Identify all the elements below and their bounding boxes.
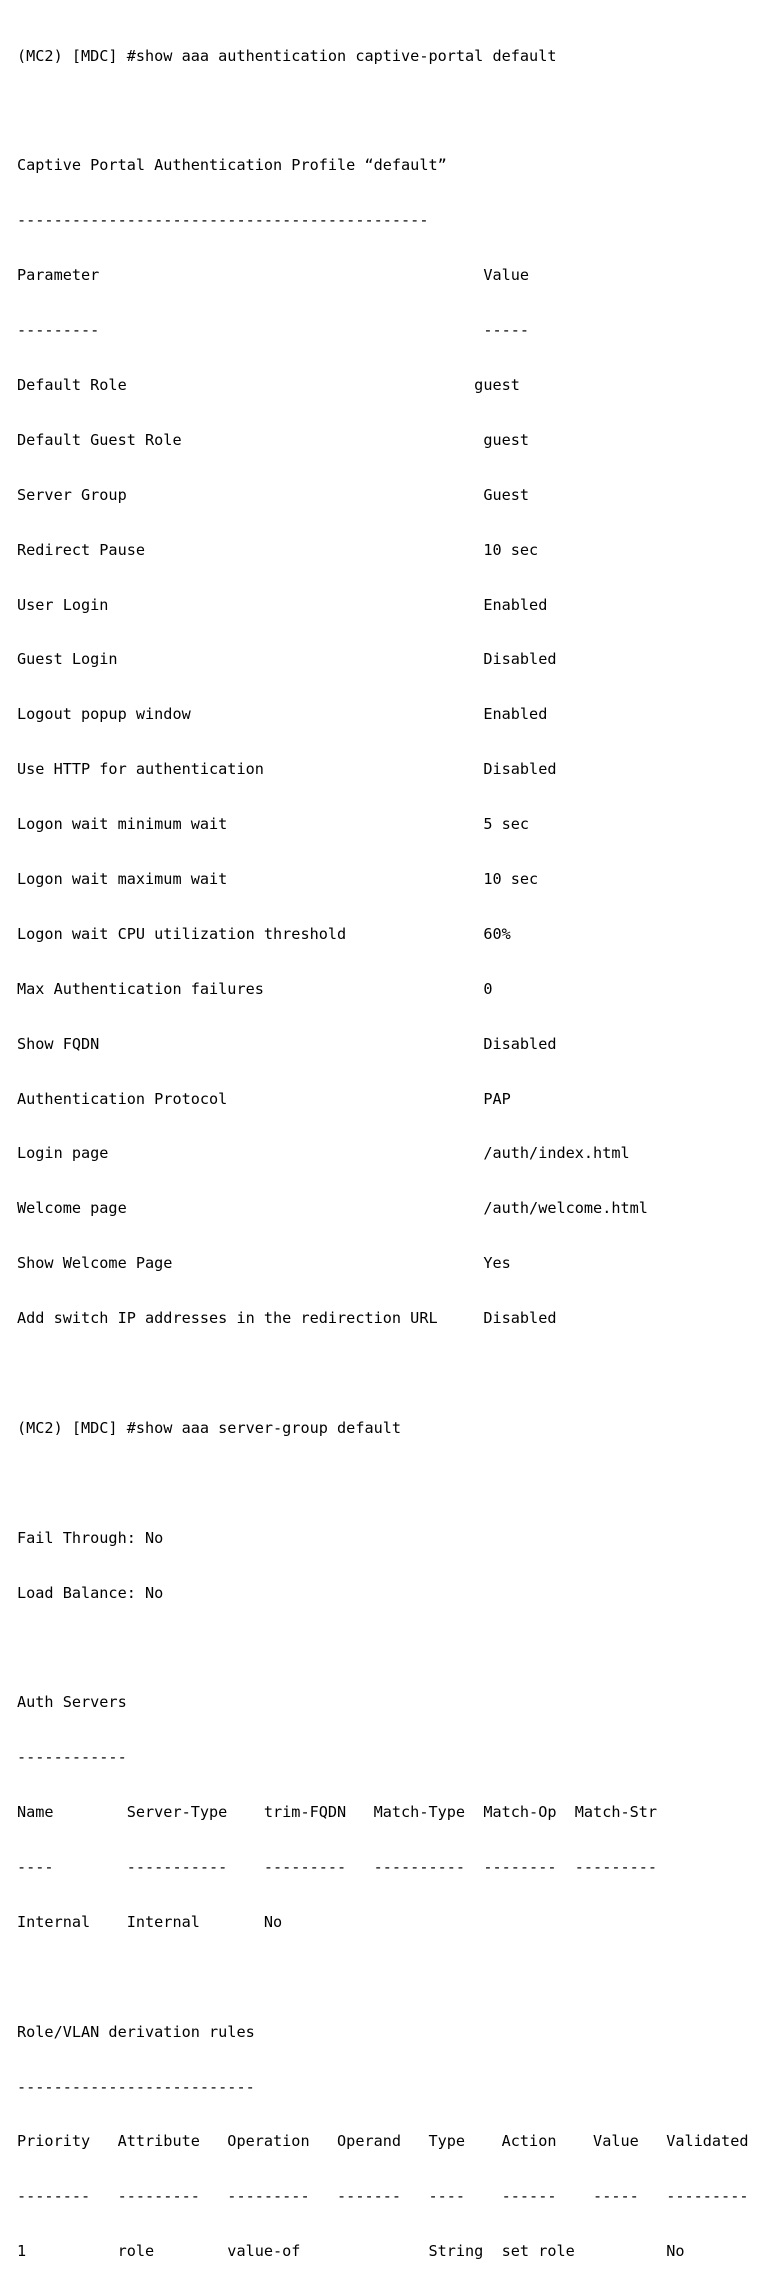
fail-through-line: Fail Through: No [17, 1528, 164, 1547]
table-header: Parameter Value [17, 266, 530, 285]
blank-line [17, 1968, 762, 1986]
table-row: Internal Internal No [17, 1912, 283, 1931]
load-balance-line: Load Balance: No [17, 1583, 164, 1602]
table-row: Add switch IP addresses in the redirection URL Disabled [17, 1309, 557, 1328]
table-row: Use HTTP for authentication Disabled [17, 760, 557, 779]
command-line: (MC2) [MDC] #show aaa authentication captive-portal default [17, 46, 557, 65]
terminal-output [17, 10, 762, 2279]
separator-line: -------------------------- [17, 2077, 255, 2096]
table-row: Server Group Guest [17, 485, 530, 504]
table-row: Logon wait CPU utilization threshold 60% [17, 924, 511, 943]
separator-line: --------------------------------------------- [17, 211, 429, 230]
separator-line: ------------ [17, 1748, 127, 1767]
table-row: Redirect Pause 10 sec [17, 540, 539, 559]
section-title: Role/VLAN derivation rules [17, 2022, 255, 2041]
table-row: User Login Enabled [17, 595, 548, 614]
blank-line [17, 1364, 762, 1382]
section-title: Auth Servers [17, 1693, 127, 1712]
table-row: Logout popup window Enabled [17, 705, 548, 724]
table-row: Authentication Protocol PAP [17, 1089, 511, 1108]
table-row: Show FQDN Disabled [17, 1034, 557, 1053]
blank-line [17, 1638, 762, 1656]
command-line: (MC2) [MDC] #show aaa server-group default [17, 1418, 402, 1437]
table-row: 1 role value-of String set role No [17, 2242, 685, 2261]
blank-line [17, 1474, 762, 1492]
separator-line: ---- ----------- --------- ---------- -------- --------- [17, 1857, 658, 1876]
table-row: Login page /auth/index.html [17, 1144, 630, 1163]
table-row: Guest Login Disabled [17, 650, 557, 669]
separator-line: --------- ----- [17, 321, 530, 340]
table-row: Default Guest Role guest [17, 430, 530, 449]
table-row: Welcome page /auth/welcome.html [17, 1199, 648, 1218]
blank-line [17, 101, 762, 119]
table-row: Show Welcome Page Yes [17, 1254, 511, 1273]
table-row: Logon wait minimum wait 5 sec [17, 815, 530, 834]
separator-line: -------- --------- --------- ------- ---- ------ ----- --------- [17, 2187, 749, 2206]
table-row: Default Role guest [17, 375, 520, 394]
table-header: Name Server-Type trim-FQDN Match-Type Match-Op Match-Str [17, 1803, 658, 1822]
table-row: Max Authentication failures 0 [17, 979, 493, 998]
profile-title: Captive Portal Authentication Profile “default” [17, 156, 447, 175]
table-row: Logon wait maximum wait 10 sec [17, 869, 539, 888]
table-header: Priority Attribute Operation Operand Type Action Value Validated [17, 2132, 749, 2151]
